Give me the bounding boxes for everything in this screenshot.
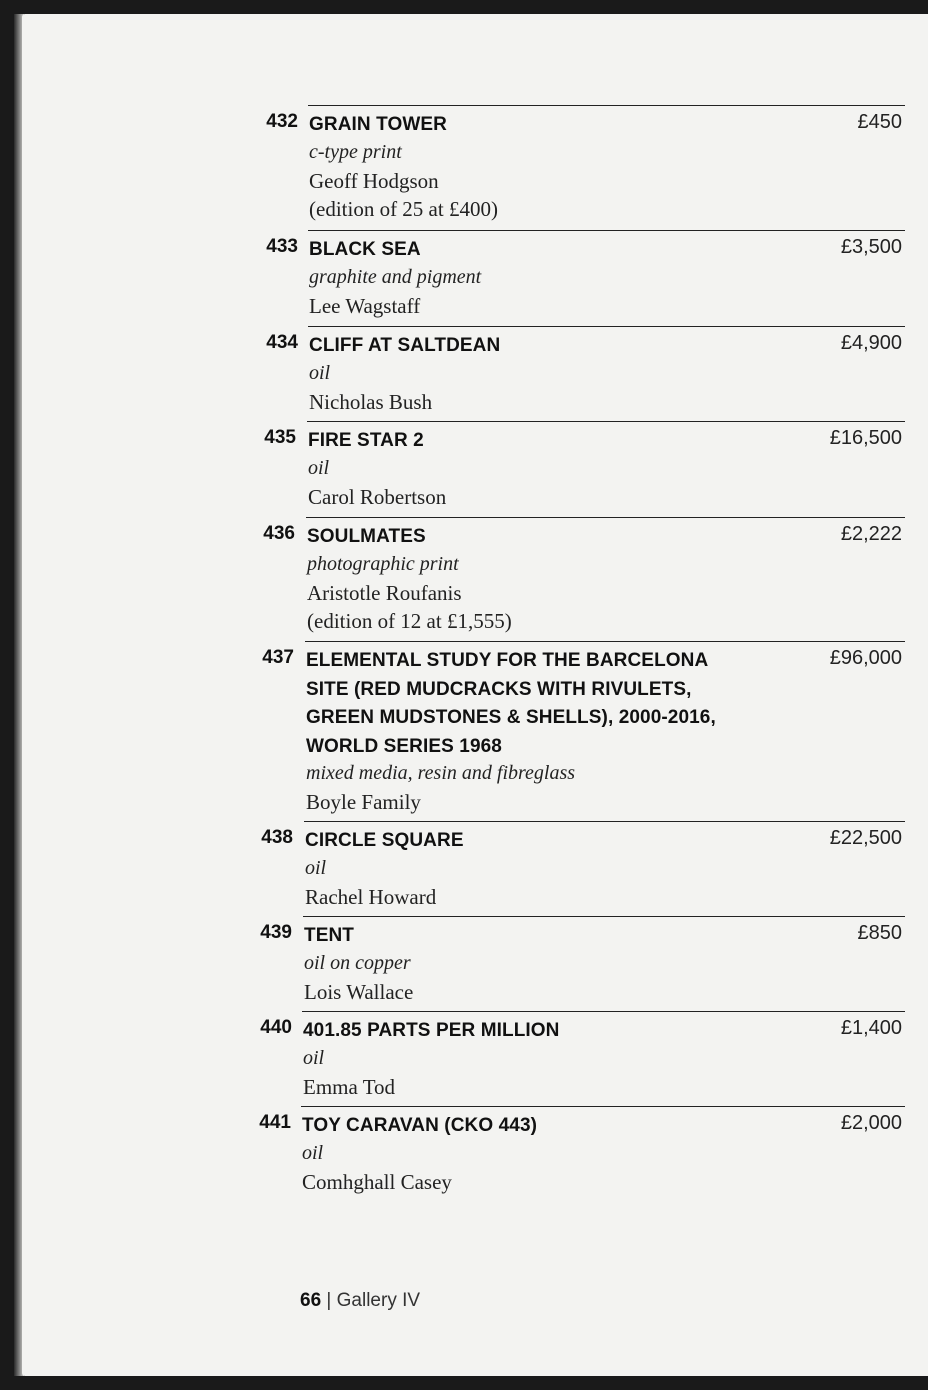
artwork-title: CIRCLE SQUARE — [305, 830, 464, 851]
artwork-title: SOULMATES — [307, 526, 426, 547]
artwork-medium: mixed media, resin and fibreglass — [306, 762, 576, 784]
artwork-medium: oil on copper — [304, 952, 411, 974]
artwork-medium: oil — [303, 1047, 325, 1069]
artwork-title: ELEMENTAL STUDY FOR THE BARCELONA SITE (RED MUDCRACKS WITH RIVULETS, GREEN MUDSTONES & SHELLS), 2000-2016, WORLD SERIES 1968 — [306, 650, 716, 757]
artwork-price: £850 — [857, 922, 902, 944]
artwork-title: GRAIN TOWER — [309, 114, 447, 135]
page-number: 66 — [300, 1290, 322, 1311]
artist-name: Lois Wallace — [304, 980, 414, 1004]
artwork-medium: oil — [309, 362, 331, 384]
artwork-price: £450 — [857, 111, 902, 133]
edition-info: (edition of 12 at £1,555) — [307, 609, 512, 633]
artwork-price: £16,500 — [829, 427, 902, 449]
artwork-price: £2,222 — [840, 523, 902, 545]
lot-number: 436 — [263, 523, 295, 544]
catalogue-page — [22, 14, 928, 1376]
entry-divider — [305, 641, 905, 642]
lot-number: 432 — [266, 111, 298, 132]
artwork-title: TOY CARAVAN (CKO 443) — [302, 1115, 538, 1136]
lot-number: 438 — [261, 827, 293, 848]
artist-name: Geoff Hodgson — [309, 169, 439, 193]
artwork-title: 401.85 PARTS PER MILLION — [303, 1020, 560, 1041]
entry-divider — [308, 326, 905, 327]
lot-number: 434 — [266, 332, 298, 353]
entry-divider — [307, 421, 905, 422]
artist-name: Carol Robertson — [308, 485, 447, 509]
artwork-title: FIRE STAR 2 — [308, 430, 424, 451]
artist-name: Emma Tod — [303, 1075, 396, 1099]
artist-name: Nicholas Bush — [309, 390, 433, 414]
lot-number: 437 — [262, 647, 294, 668]
artwork-title: BLACK SEA — [309, 239, 421, 260]
lot-number: 433 — [266, 236, 298, 257]
artist-name: Rachel Howard — [305, 885, 437, 909]
entry-divider — [301, 1106, 905, 1107]
artist-name: Comhghall Casey — [302, 1170, 452, 1194]
entry-divider — [308, 105, 905, 106]
page-footer — [300, 1290, 420, 1312]
artist-name: Lee Wagstaff — [309, 294, 421, 318]
entry-divider — [306, 517, 905, 518]
lot-number: 441 — [259, 1112, 291, 1133]
artwork-medium: oil — [302, 1142, 324, 1164]
artwork-medium: oil — [308, 457, 330, 479]
edition-info: (edition of 25 at £400) — [309, 197, 498, 221]
artwork-price: £22,500 — [829, 827, 902, 849]
artwork-price: £96,000 — [829, 647, 902, 669]
artwork-title: TENT — [304, 925, 355, 946]
footer-separator: | — [326, 1290, 332, 1311]
artist-name: Aristotle Roufanis — [307, 581, 462, 605]
entry-divider — [304, 821, 905, 822]
artwork-medium: graphite and pigment — [309, 266, 482, 288]
artwork-medium: photographic print — [307, 553, 459, 575]
artwork-title: CLIFF AT SALTDEAN — [309, 335, 501, 356]
lot-number: 439 — [260, 922, 292, 943]
lot-number: 440 — [260, 1017, 292, 1038]
artwork-price: £1,400 — [840, 1017, 902, 1039]
lot-number: 435 — [264, 427, 296, 448]
entry-divider — [303, 916, 905, 917]
artist-name: Boyle Family — [306, 790, 421, 814]
artwork-medium: oil — [305, 857, 327, 879]
section-name: Gallery IV — [336, 1290, 421, 1311]
artwork-price: £3,500 — [840, 236, 902, 258]
entry-divider — [308, 230, 905, 231]
artwork-price: £4,900 — [840, 332, 902, 354]
entry-divider — [302, 1011, 905, 1012]
artwork-medium: c-type print — [309, 141, 402, 163]
artwork-price: £2,000 — [840, 1112, 902, 1134]
